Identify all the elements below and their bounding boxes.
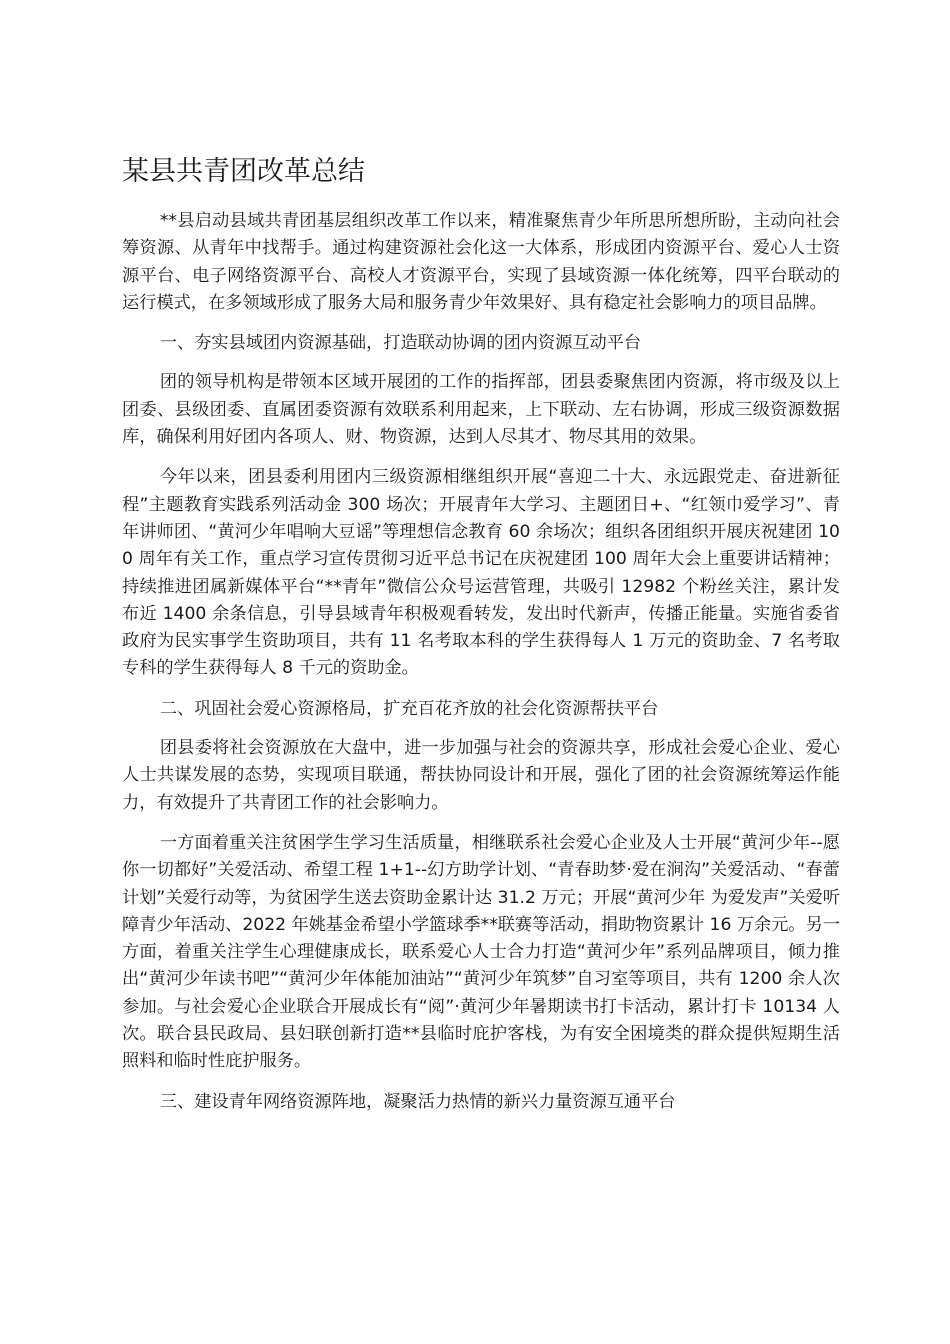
section-heading-3: 三、建设青年网络资源阵地，凝聚活力热情的新兴力量资源互通平台 [159, 1091, 676, 1112]
section-heading-1: 一、夯实县域团内资源基础，打造联动协调的团内资源互动平台 [159, 333, 642, 354]
section-2-paragraph-1: 团县委将社会资源放在大盘中，进一步加强与社会的资源共享，形成社会爱心企业、爱心人士共谋发展的态势，实现项目联通，帮扶协同设计和开展，强化了团的社会资源统筹运作能力，有效提升了共青团工作的社会影响力。 [122, 738, 840, 813]
section-heading-2: 二、巩固社会爱心资源格局，扩充百花齐放的社会化资源帮扶平台 [159, 698, 659, 719]
intro-paragraph: **县启动县域共青团基层组织改革工作以来，精准聚焦青少年所思所想所盼，主动向社会筹资源、从青年中找帮手。通过构建资源社会化这一大体系，形成团内资源平台、爱心人士资源平台、电子网络资源平台、高校人才资源平台，实现了县域资源一体化统筹，四平台联动的运行模式，在多领域形成了服务大局和服务青少年效果好、具有稳定社会影响力的项目品牌。 [122, 211, 840, 313]
section-1-paragraph-1: 团的领导机构是带领本区域开展团的工作的指挥部，团县委聚焦团内资源，将市级及以上团委、县级团委、直属团委资源有效联系利用起来，上下联动、左右协调，形成三级资源数据库，确保利用好团内各项人、财、物资源，达到人尽其才、物尽其用的效果。 [122, 372, 840, 448]
document-body [122, 208, 840, 1128]
section-1-paragraph-2: 今年以来，团县委利用团内三级资源相继组织开展“喜迎二十大、永远跟党走、奋进新征程”主题教育实践系列活动金 300 场次；开展青年大学习、主题团日+、“红领巾爱学习”、青年讲师团、“黄河少年唱响大豆谣”等理想信念教育 60 余场次；组织各团组织开展庆祝建团 100 周年有关工作，重点学习宣传贯彻习近平总书记在庆祝建团 100 周年大会上重要讲话精神；持续推进团属新媒体平台“**青年”微信公众号运营管理，共吸引 12982 个粉丝关注，累计发布近 1400 余条信息，引导县域青年积极观看转发，发出时代新声，传播正能量。实施省委省政府为民实事学生资助项目，共有 11 名考取本科的学生获得每人 1 万元的资助金、7 名考取专科的学生获得每人 8 千元的资助金。 [122, 467, 840, 679]
document-title: 某县共青团改革总结 [122, 156, 365, 187]
section-2-paragraph-2: 一方面着重关注贫困学生学习生活质量，相继联系社会爱心企业及人士开展“黄河少年--愿你一切都好”关爱活动、希望工程 1+1--幻方助学计划、“青春助梦·爱在涧沟”关爱活动、“春蕾计划”关爱行动等，为贫困学生送去资助金累计达 31.2 万元；开展“黄河少年 为爱发声”关爱听障青少年活动、2022 年姚基金希望小学篮球季**联赛等活动，捐助物资累计 16 万余元。另一方面，着重关注学生心理健康成长，联系爱心人士合力打造“黄河少年”系列品牌项目，倾力推出“黄河少年读书吧”“黄河少年体能加油站”“黄河少年筑梦”自习室等项目，共有 1200 余人次参加。与社会爱心企业联合开展成长有“阅”·黄河少年暑期读书打卡活动，累计打卡 10134 人次。联合县民政局、县妇联创新打造**县临时庇护客栈，为有安全困境类的群众提供短期生活照料和临时性庇护服务。 [122, 832, 840, 1072]
